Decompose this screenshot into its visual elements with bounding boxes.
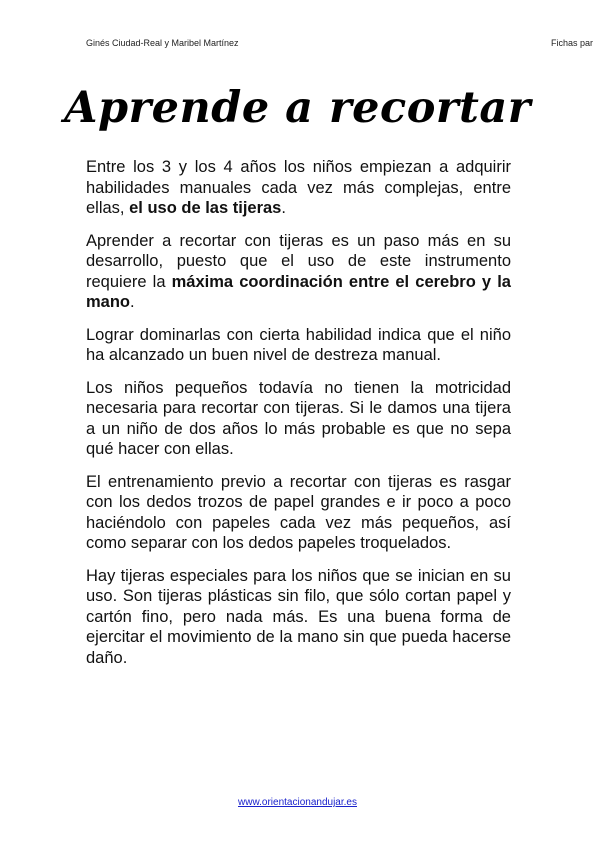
- paragraph-5: El entrenamiento previo a recortar con tijeras es rasgar con los dedos trozos de papel grandes e ir poco a poco haciéndolo con papeles cada vez más pequeños, así como separar con los dedos papeles troquelados.: [86, 472, 511, 552]
- paragraph-1-text: Entre los 3 y los 4 años los niños empiezan a adquirir habilidades manuales cada vez más complejas, entre ellas,: [86, 158, 511, 217]
- page-header-right: Fichas par: [551, 38, 594, 48]
- paragraph-2-emphasis: máxima coordinación entre el cerebro y la mano: [86, 272, 511, 311]
- body-text: [86, 157, 511, 680]
- page-header-authors: Ginés Ciudad-Real y Maribel Martínez: [86, 38, 239, 48]
- paragraph-6: Hay tijeras especiales para los niños que se inician en su uso. Son tijeras plásticas sin filo, que sólo cortan papel y cartón fino, pero nada más. Es una buena forma de ejercitar el movimiento de la mano sin que pueda hacerse daño.: [86, 566, 511, 667]
- paragraph-2: [86, 231, 511, 313]
- paragraph-1-end: .: [281, 199, 286, 217]
- page-title: Aprende a recortar: [64, 83, 531, 133]
- footer-website-link[interactable]: www.orientacionandujar.es: [238, 797, 357, 808]
- paragraph-1: [86, 157, 511, 219]
- paragraph-3: Lograr dominarlas con cierta habilidad indica que el niño ha alcanzado un buen nivel de destreza manual.: [86, 325, 511, 364]
- paragraph-2-end: .: [130, 293, 135, 311]
- page-footer: [0, 797, 595, 808]
- paragraph-4: Los niños pequeños todavía no tienen la motricidad necesaria para recortar con tijeras. Si le damos una tijera a un niño de dos años lo más probable es que no sepa qué hacer con ellas.: [86, 378, 511, 458]
- paragraph-2-text: Aprender a recortar con tijeras es un paso más en su desarrollo, puesto que el uso de este instrumento requiere la: [86, 231, 511, 291]
- paragraph-1-emphasis: el uso de las tijeras: [129, 199, 282, 217]
